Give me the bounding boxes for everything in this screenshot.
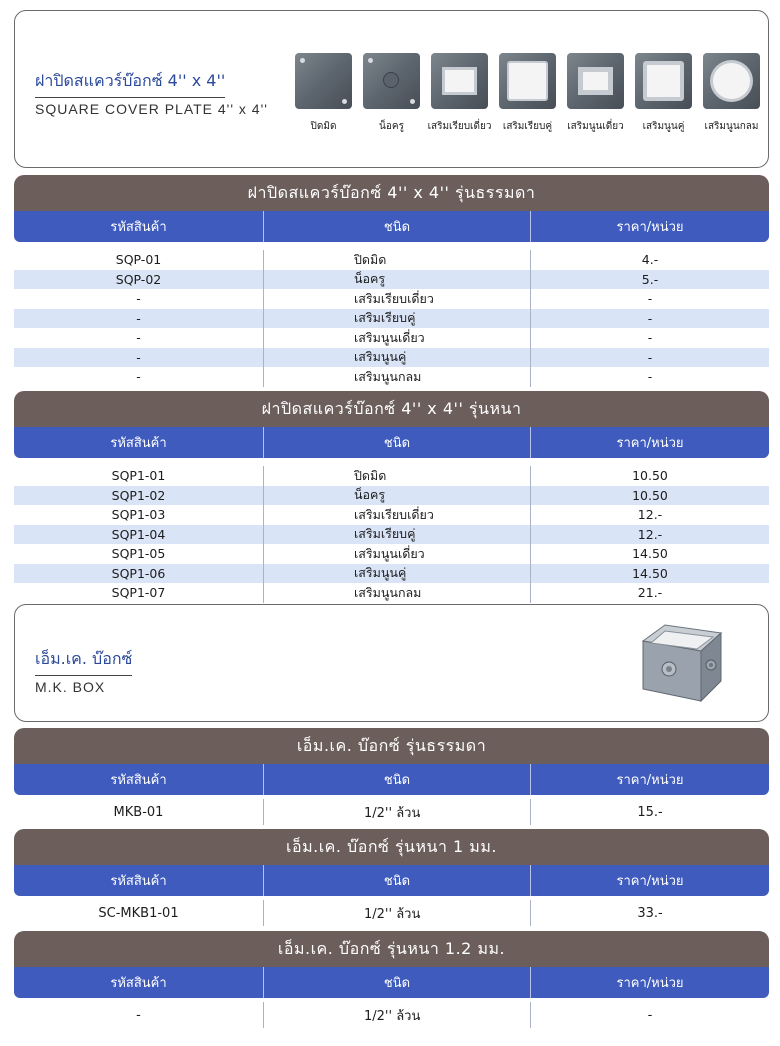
col-type: ชนิด xyxy=(264,865,531,896)
table-standard xyxy=(14,175,769,387)
table-row xyxy=(14,289,769,309)
cell-price: 33.- xyxy=(637,905,663,921)
cell-price: 15.- xyxy=(637,804,663,820)
thumb-blank xyxy=(295,53,352,134)
cell-type: น็อครู xyxy=(264,270,531,290)
table-row xyxy=(14,367,769,387)
table-header xyxy=(14,967,769,998)
cell-type: เสริมนูนเดี่ยว xyxy=(264,328,531,348)
cell-type: น็อครู xyxy=(264,486,531,506)
table-thick xyxy=(14,391,769,603)
table-row xyxy=(14,544,769,564)
table-row xyxy=(14,309,769,329)
cell-type: เสริมเรียบคู่ xyxy=(264,525,531,545)
table-row xyxy=(14,270,769,290)
cell-price: 10.50 xyxy=(632,468,668,484)
cell-code: - xyxy=(14,1002,264,1028)
cell-price: 12.- xyxy=(637,526,663,542)
thumb-knockout xyxy=(363,53,420,134)
thumb-raised-single xyxy=(567,53,624,134)
table-title: ฝาปิดสแควร์บ๊อกซ์ 4'' x 4'' รุ่นหนา xyxy=(14,391,769,427)
cell-type: 1/2'' ล้วน xyxy=(264,799,531,825)
cell-type: เสริมนูนกลม xyxy=(264,583,531,603)
table-header xyxy=(14,427,769,458)
table-row xyxy=(14,900,769,926)
table-row xyxy=(14,328,769,348)
table-mk-12mm xyxy=(14,931,769,1028)
cell-type: เสริมนูนคู่ xyxy=(264,348,531,368)
table-row xyxy=(14,466,769,486)
cover-plate-title xyxy=(35,69,268,117)
thumb-raised-round xyxy=(703,53,760,134)
cell-type: 1/2'' ล้วน xyxy=(264,1002,531,1028)
cell-price: 12.- xyxy=(637,507,663,523)
cell-price: 21.- xyxy=(637,585,663,601)
table-header xyxy=(14,764,769,795)
table-title: เอ็ม.เค. บ๊อกซ์ รุ่นธรรมดา xyxy=(14,728,769,764)
cell-type: เสริมนูนเดี่ยว xyxy=(264,544,531,564)
table-row xyxy=(14,525,769,545)
table-row xyxy=(14,250,769,270)
cell-code: MKB-01 xyxy=(14,799,264,825)
cell-price: 4.- xyxy=(641,252,659,268)
cell-price: - xyxy=(647,330,653,346)
raised-round-plate-icon xyxy=(703,53,760,109)
thumb-label: เสริมนูนคู่ xyxy=(642,121,685,132)
cell-type: 1/2'' ล้วน xyxy=(264,900,531,926)
cell-code: SQP1-04 xyxy=(14,525,264,545)
col-code: รหัสสินค้า xyxy=(14,764,264,795)
knockout-plate-icon xyxy=(363,53,420,109)
flat-double-plate-icon xyxy=(499,53,556,109)
col-price: ราคา/หน่วย xyxy=(616,976,684,991)
cell-type: เสริมนูนกลม xyxy=(264,367,531,387)
col-type: ชนิด xyxy=(264,427,531,458)
table-row xyxy=(14,505,769,525)
cell-type: เสริมเรียบเดี่ยว xyxy=(264,289,531,309)
cell-price: 14.50 xyxy=(632,565,668,581)
cell-price: - xyxy=(647,310,653,326)
col-code: รหัสสินค้า xyxy=(14,427,264,458)
cell-code: - xyxy=(14,348,264,368)
col-price: ราคา/หน่วย xyxy=(616,436,684,451)
thumb-label: น็อครู xyxy=(379,121,404,132)
cell-type: เสริมเรียบเดี่ยว xyxy=(264,505,531,525)
table-row xyxy=(14,1002,769,1028)
col-type: ชนิด xyxy=(264,967,531,998)
thumb-raised-double xyxy=(635,53,692,134)
table-header xyxy=(14,211,769,242)
col-code: รหัสสินค้า xyxy=(14,211,264,242)
cell-price: - xyxy=(647,1007,653,1023)
cell-price: 14.50 xyxy=(632,546,668,562)
cell-type: เสริมนูนคู่ xyxy=(264,564,531,584)
cell-code: SQP-02 xyxy=(14,270,264,290)
cell-code: - xyxy=(14,328,264,348)
cell-type: เสริมเรียบคู่ xyxy=(264,309,531,329)
col-price: ราคา/หน่วย xyxy=(616,220,684,235)
raised-double-plate-icon xyxy=(635,53,692,109)
table-header xyxy=(14,865,769,896)
col-price: ราคา/หน่วย xyxy=(616,874,684,889)
table-mk-standard xyxy=(14,728,769,825)
cell-code: - xyxy=(14,367,264,387)
mk-box-title xyxy=(35,647,132,695)
cell-code: - xyxy=(14,289,264,309)
table-row xyxy=(14,348,769,368)
table-title: เอ็ม.เค. บ๊อกซ์ รุ่นหนา 1.2 มม. xyxy=(14,931,769,967)
cover-plate-card xyxy=(14,10,769,168)
col-code: รหัสสินค้า xyxy=(14,865,264,896)
cover-plate-title-en: SQUARE COVER PLATE 4'' x 4'' xyxy=(35,101,268,117)
table-row xyxy=(14,564,769,584)
cell-code: SQP1-06 xyxy=(14,564,264,584)
thumb-label: ปิดมิด xyxy=(310,121,337,132)
table-row xyxy=(14,799,769,825)
cell-code: SC-MKB1-01 xyxy=(14,900,264,926)
cell-price: 10.50 xyxy=(632,487,668,503)
mk-box-card xyxy=(14,604,769,722)
cell-price: 5.- xyxy=(641,271,659,287)
cover-plate-title-th: ฝาปิดสแควร์บ๊อกซ์ 4'' x 4'' xyxy=(35,69,225,98)
blank-plate-icon xyxy=(295,53,352,109)
cell-price: - xyxy=(647,369,653,385)
col-type: ชนิด xyxy=(264,764,531,795)
cell-code: SQP1-02 xyxy=(14,486,264,506)
col-type: ชนิด xyxy=(264,211,531,242)
thumb-flat-single xyxy=(427,53,492,134)
plate-thumbnails xyxy=(295,53,760,134)
table-row xyxy=(14,486,769,506)
raised-single-plate-icon xyxy=(567,53,624,109)
cell-code: SQP-01 xyxy=(14,250,264,270)
mk-box-title-en: M.K. BOX xyxy=(35,679,106,695)
thumb-label: เสริมนูนกลม xyxy=(704,121,759,132)
mk-box-image xyxy=(635,619,727,711)
thumb-flat-double xyxy=(499,53,556,134)
thumb-label: เสริมนูนเดี่ยว xyxy=(567,121,624,132)
table-mk-1mm xyxy=(14,829,769,926)
cell-code: SQP1-01 xyxy=(14,466,264,486)
cell-code: SQP1-07 xyxy=(14,583,264,603)
cell-type: ปิดมิด xyxy=(264,250,531,270)
cell-price: - xyxy=(647,291,653,307)
table-row xyxy=(14,583,769,603)
flat-single-plate-icon xyxy=(431,53,488,109)
cell-code: - xyxy=(14,309,264,329)
col-code: รหัสสินค้า xyxy=(14,967,264,998)
table-title: ฝาปิดสแควร์บ๊อกซ์ 4'' x 4'' รุ่นธรรมดา xyxy=(14,175,769,211)
thumb-label: เสริมเรียบเดี่ยว xyxy=(427,121,492,132)
thumb-label: เสริมเรียบคู่ xyxy=(502,121,553,132)
mk-box-title-th: เอ็ม.เค. บ๊อกซ์ xyxy=(35,647,132,676)
col-price: ราคา/หน่วย xyxy=(616,773,684,788)
cell-code: SQP1-05 xyxy=(14,544,264,564)
cell-code: SQP1-03 xyxy=(14,505,264,525)
cell-price: - xyxy=(647,349,653,365)
cell-type: ปิดมิด xyxy=(264,466,531,486)
table-title: เอ็ม.เค. บ๊อกซ์ รุ่นหนา 1 มม. xyxy=(14,829,769,865)
